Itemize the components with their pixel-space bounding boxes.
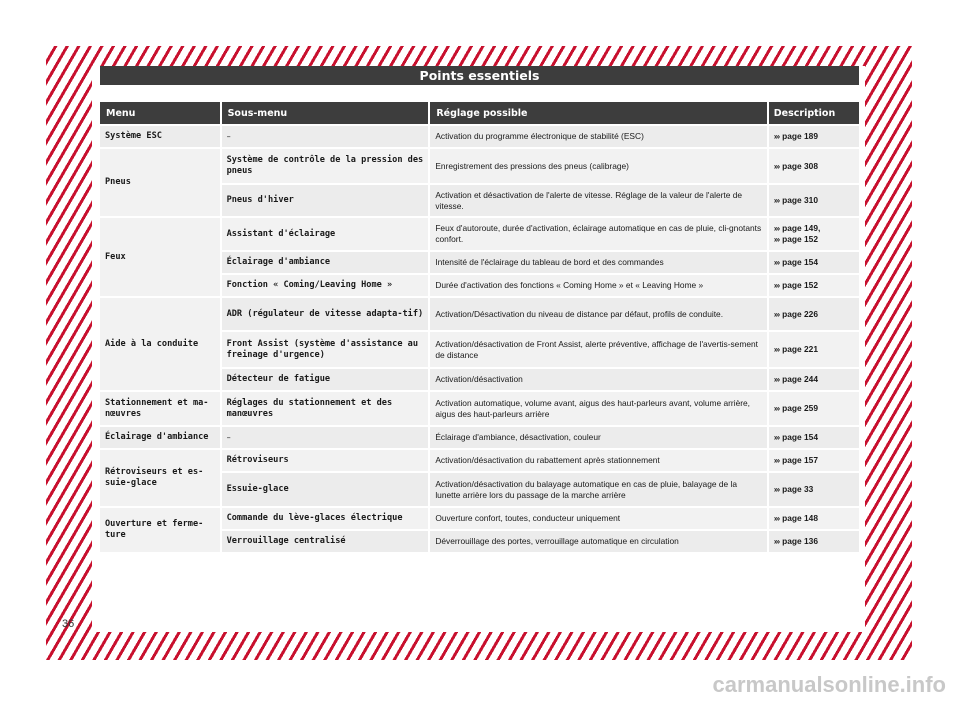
page-title: Points essentiels <box>100 66 859 85</box>
setting-cell: Activation/désactivation du balayage automatique en cas de pluie, balayage de la lunette arrière lors du passage de la marche arrière <box>430 473 766 506</box>
chevron-icon: ››› <box>773 536 780 546</box>
page-ref-link[interactable]: page 33 <box>782 484 814 494</box>
description-cell <box>769 427 859 448</box>
chevron-icon: ››› <box>773 455 780 465</box>
submenu-cell: Essuie-glace <box>222 473 429 506</box>
chevron-icon: ››› <box>773 131 780 141</box>
description-cell <box>769 185 859 216</box>
page-ref-link[interactable]: page 308 <box>782 160 818 171</box>
page-ref-link[interactable]: page 157 <box>782 455 818 465</box>
submenu-cell: ADR (régulateur de vitesse adapta-tif) <box>222 298 429 330</box>
submenu-cell: Pneus d'hiver <box>222 185 429 216</box>
page-number: 36 <box>62 618 75 630</box>
description-cell <box>769 252 859 273</box>
header-description: Description <box>769 102 859 124</box>
chevron-icon: ››› <box>773 280 780 290</box>
table-row <box>100 508 859 529</box>
setting-cell: Activation/désactivation <box>430 369 766 390</box>
page-ref-link[interactable]: page 152 <box>782 234 818 244</box>
page-ref-link[interactable]: page 154 <box>782 432 818 442</box>
description-cell <box>769 218 859 250</box>
watermark: carmanualsonline.info <box>712 672 946 697</box>
setting-cell: Déverrouillage des portes, verrouillage automatique en circulation <box>430 531 766 552</box>
submenu-cell: – <box>222 126 429 147</box>
submenu-cell: Fonction « Coming/Leaving Home » <box>222 275 429 296</box>
menu-cell: Feux <box>100 218 220 296</box>
setting-cell: Activation/désactivation de Front Assist, alerte préventive, affichage de l'avertis-sement de distance <box>430 332 766 367</box>
menu-cell: Ouverture et ferme-ture <box>100 508 220 552</box>
submenu-cell: Assistant d'éclairage <box>222 218 429 250</box>
page-ref-link[interactable]: page 259 <box>782 403 818 413</box>
header-submenu: Sous-menu <box>222 102 429 124</box>
setting-cell: Enregistrement des pressions des pneus (calibrage) <box>430 149 766 183</box>
table-row <box>100 126 859 147</box>
setting-cell: Activation/Désactivation du niveau de distance par défaut, profils de conduite. <box>430 298 766 330</box>
header-menu: Menu <box>100 102 220 124</box>
chevron-icon: ››› <box>773 195 780 205</box>
submenu-cell: Rétroviseurs <box>222 450 429 471</box>
menu-cell: Aide à la conduite <box>100 298 220 390</box>
page-ref-link[interactable]: page 244 <box>782 374 818 384</box>
chevron-icon: ››› <box>773 308 780 319</box>
page-ref-link[interactable]: page 221 <box>782 344 818 354</box>
page-ref-link[interactable]: page 136 <box>782 536 818 546</box>
page-ref-link[interactable]: page 310 <box>782 195 818 205</box>
setting-cell: Activation automatique, volume avant, aigus des haut-parleurs avant, volume arrière, aigus des haut-parleurs arrière <box>430 392 766 425</box>
menu-cell: Éclairage d'ambiance <box>100 427 220 448</box>
description-cell <box>769 126 859 147</box>
setting-cell: Intensité de l'éclairage du tableau de bord et des commandes <box>430 252 766 273</box>
setting-cell: Activation et désactivation de l'alerte de vitesse. Réglage de la valeur de l'alerte de vitesse. <box>430 185 766 216</box>
submenu-cell: – <box>222 427 429 448</box>
menu-cell: Système ESC <box>100 126 220 147</box>
table-row <box>100 218 859 250</box>
description-cell <box>769 392 859 425</box>
description-cell <box>769 531 859 552</box>
chevron-icon: ››› <box>773 432 780 442</box>
table-row <box>100 427 859 448</box>
page-ref-link[interactable]: page 149, <box>782 223 821 233</box>
setting-cell: Éclairage d'ambiance, désactivation, couleur <box>430 427 766 448</box>
submenu-cell: Système de contrôle de la pression des pneus <box>222 149 429 183</box>
description-cell <box>769 473 859 506</box>
setting-cell: Activation du programme électronique de stabilité (ESC) <box>430 126 766 147</box>
setting-cell: Activation/désactivation du rabattement après stationnement <box>430 450 766 471</box>
submenu-cell: Réglages du stationnement et des manœuvres <box>222 392 429 425</box>
chevron-icon: ››› <box>773 374 780 384</box>
description-cell <box>769 298 859 330</box>
chevron-icon: ››› <box>773 160 780 171</box>
settings-table <box>98 100 861 554</box>
submenu-cell: Front Assist (système d'assistance au freinage d'urgence) <box>222 332 429 367</box>
menu-cell: Stationnement et ma-nœuvres <box>100 392 220 425</box>
submenu-cell: Verrouillage centralisé <box>222 531 429 552</box>
description-cell <box>769 149 859 183</box>
chevron-icon: ››› <box>773 344 780 354</box>
chevron-icon: ››› <box>773 484 780 494</box>
description-cell <box>769 450 859 471</box>
table-row <box>100 450 859 471</box>
table-row <box>100 392 859 425</box>
table-row <box>100 149 859 183</box>
submenu-cell: Éclairage d'ambiance <box>222 252 429 273</box>
page-ref-link[interactable]: page 148 <box>782 513 818 523</box>
chevron-icon: ››› <box>773 223 780 233</box>
chevron-icon: ››› <box>773 403 780 413</box>
setting-cell: Ouverture confort, toutes, conducteur uniquement <box>430 508 766 529</box>
submenu-cell: Commande du lève-glaces électrique <box>222 508 429 529</box>
setting-cell: Feux d'autoroute, durée d'activation, éclairage automatique en cas de pluie, cli-gnotants confort. <box>430 218 766 250</box>
menu-cell: Pneus <box>100 149 220 216</box>
header-setting: Réglage possible <box>430 102 766 124</box>
description-cell <box>769 369 859 390</box>
header-row <box>100 102 859 124</box>
description-cell <box>769 332 859 367</box>
page-ref-link[interactable]: page 152 <box>782 280 818 290</box>
page-ref-link[interactable]: page 189 <box>782 131 818 141</box>
description-cell <box>769 275 859 296</box>
description-cell <box>769 508 859 529</box>
page-ref-link[interactable]: page 154 <box>782 257 818 267</box>
table-row <box>100 298 859 330</box>
submenu-cell: Détecteur de fatigue <box>222 369 429 390</box>
chevron-icon: ››› <box>773 513 780 523</box>
menu-cell: Rétroviseurs et es-suie-glace <box>100 450 220 506</box>
setting-cell: Durée d'activation des fonctions « Coming Home » et « Leaving Home » <box>430 275 766 296</box>
page-ref-link[interactable]: page 226 <box>782 308 818 319</box>
chevron-icon: ››› <box>773 234 780 244</box>
chevron-icon: ››› <box>773 257 780 267</box>
